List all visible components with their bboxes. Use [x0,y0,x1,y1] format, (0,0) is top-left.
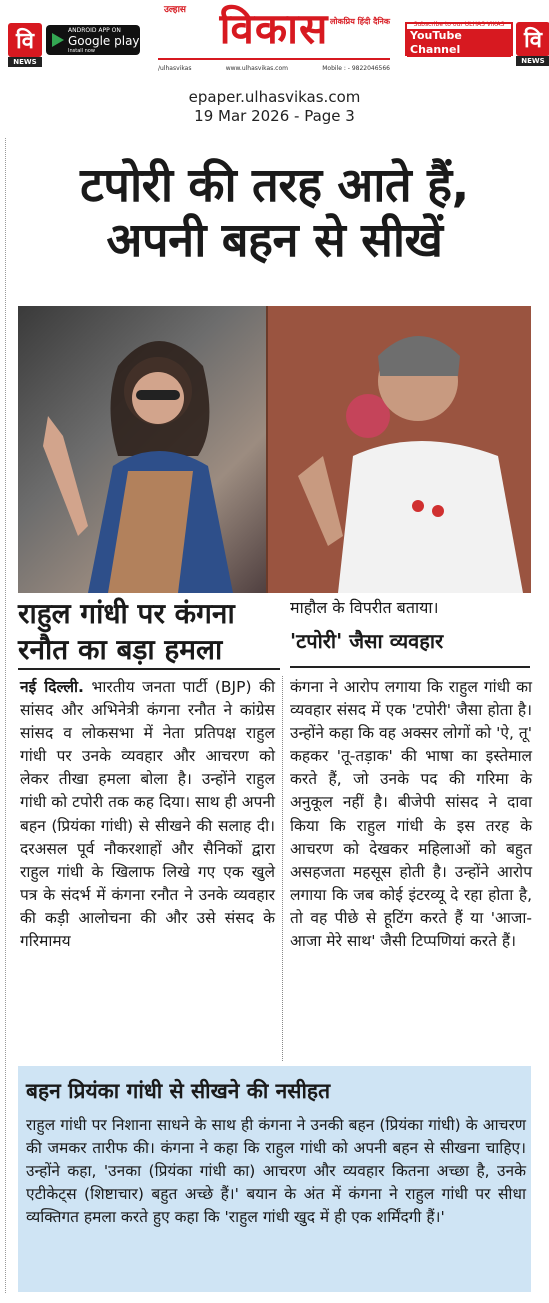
subheading-line-1: राहुल गांधी पर कंगना [18,597,235,630]
headline-line-2: अपनी बहन से सीखें [106,213,443,268]
left-badge [8,22,140,66]
youtube-channel-text: YouTube Channel [407,29,511,57]
masthead-tagline: लोकप्रिय हिंदी दैनिक [329,17,390,26]
masthead-footer [158,58,390,76]
news-logo-letter: वि [16,29,34,54]
google-play-line3: Install now [68,47,95,54]
photo-left-person [18,306,266,593]
youtube-channel-box [405,22,513,56]
subheading-line-2: रनौत का बड़ा हमला [18,633,223,666]
newspaper-masthead [158,0,390,78]
google-play-line2: Google play [68,33,140,48]
edition-date-page: 19 Mar 2026 - Page 3 [194,107,355,125]
dateline: नई दिल्ली. [20,678,84,696]
article-headline [10,158,539,268]
right-column-body: कंगना ने आरोप लगाया कि राहुल गांधी का व्यवहार संसद में एक 'टपोरी' जैसा होता है। उन्होंने कहा कि वह अक्सर लोगों को 'ऐ, तू' कहकर 'तू-तड़ाक' की भाषा का इस्तेमाल करते हैं, जो उनके पद की गरिमा के अनुकूल नहीं है। बीजेपी सांसद ने दावा किया कि राहुल गांधी के इस तरह के आचरण को देखकर महिलाओं को बहुत असहजता महसूस होती है। उन्होंने आरोप लगाया कि जब कोई इंटरव्यू दे रहा होता है, तो वह पीछे से हूटिंग करते हैं या 'आजा-आजा मेरे साथ' जैसी टिप्पणियां करते हैं। [290,678,532,951]
edition-site: epaper.ulhasvikas.com [188,88,361,106]
right-column-subheading: 'टपोरी' जैसा व्यवहार [290,629,444,653]
photo-left-figure [18,306,266,593]
edition-info [0,88,549,126]
news-logo-right-letter: वि [524,28,542,53]
google-play-badge[interactable] [46,25,140,55]
right-column-lead: माहौल के विपरीत बताया। [290,598,439,617]
box-body: राहुल गांधी पर निशाना साधने के साथ ही कंगना ने उनकी बहन (प्रियंका गांधी) के आचरण की जमकर तारीफ की। कंगना ने कहा कि राहुल गांधी को अपनी बहन से सीखना चाहिए। उन्होंने कहा, 'उनका (प्रियंका गांधी का) आचरण और व्यवहार कितना अच्छा है, उनके एटीकेट्स (शिष्टाचार) बहुत अच्छे हैं।' बयान के अंत में कंगना ने राहुल गांधी पर सीधा व्यक्तिगत हमला करते हुए कहा कि 'राहुल गांधी खुद में ही एक शर्मिंदगी हैं।' [26,1116,526,1227]
news-logo-right-label: NEWS [516,56,549,66]
masthead-mobile: Mobile : - 9822046566 [322,64,390,72]
youtube-subscribe-text: Subscribe to our ULHAS VIKAS [413,21,505,28]
subheading-rule [18,668,280,670]
youtube-badge[interactable] [405,21,549,65]
photo-right-person [268,306,531,593]
masthead-social: /ulhasvikas [158,64,192,72]
article-subheading [18,596,278,668]
left-column-text [20,676,275,953]
news-logo-right [516,22,549,65]
left-column-body: भारतीय जनता पार्टी (BJP) की सांसद और अभिनेत्री कंगना रनौत ने कांग्रेस सांसद व लोकसभा में नेता प्रतिपक्ष राहुल गांधी पर उनके व्यवहार और आचरण को लेकर तीखा हमला बोला है। उन्होंने राहुल गांधी को टपोरी तक कह दिया। साथ ही अपनी बहन (प्रियंका गांधी) से सीखने की सलाह दी। दरअसल पूर्व नौकरशाहों और सैनिकों द्वारा राहुल गांधी के खिलाफ लिखे गए एक खुले पत्र के संदर्भ में कंगना रनौत ने उनके व्यवहार की कड़ी आलोचना की और उसे संसद के गरिमामय [20,678,275,951]
headline-line-1: टपोरी की तरह आते हैं, [80,158,469,213]
google-play-line1: ANDROID APP ON [68,26,121,34]
news-logo-label: NEWS [8,57,42,67]
column-divider [282,676,283,1061]
masthead-prefix: उल्हास [164,5,187,15]
masthead-title: विकास [219,4,329,53]
right-column-text [290,676,532,953]
news-logo [8,23,42,66]
google-play-icon [52,33,64,47]
photo-right-figure [268,306,531,593]
right-subheading-rule [290,666,530,668]
masthead-website: www.ulhasvikas.com [225,64,288,72]
article-photo [18,306,531,593]
box-title: बहन प्रियंका गांधी से सीखने की नसीहत [26,1079,331,1103]
